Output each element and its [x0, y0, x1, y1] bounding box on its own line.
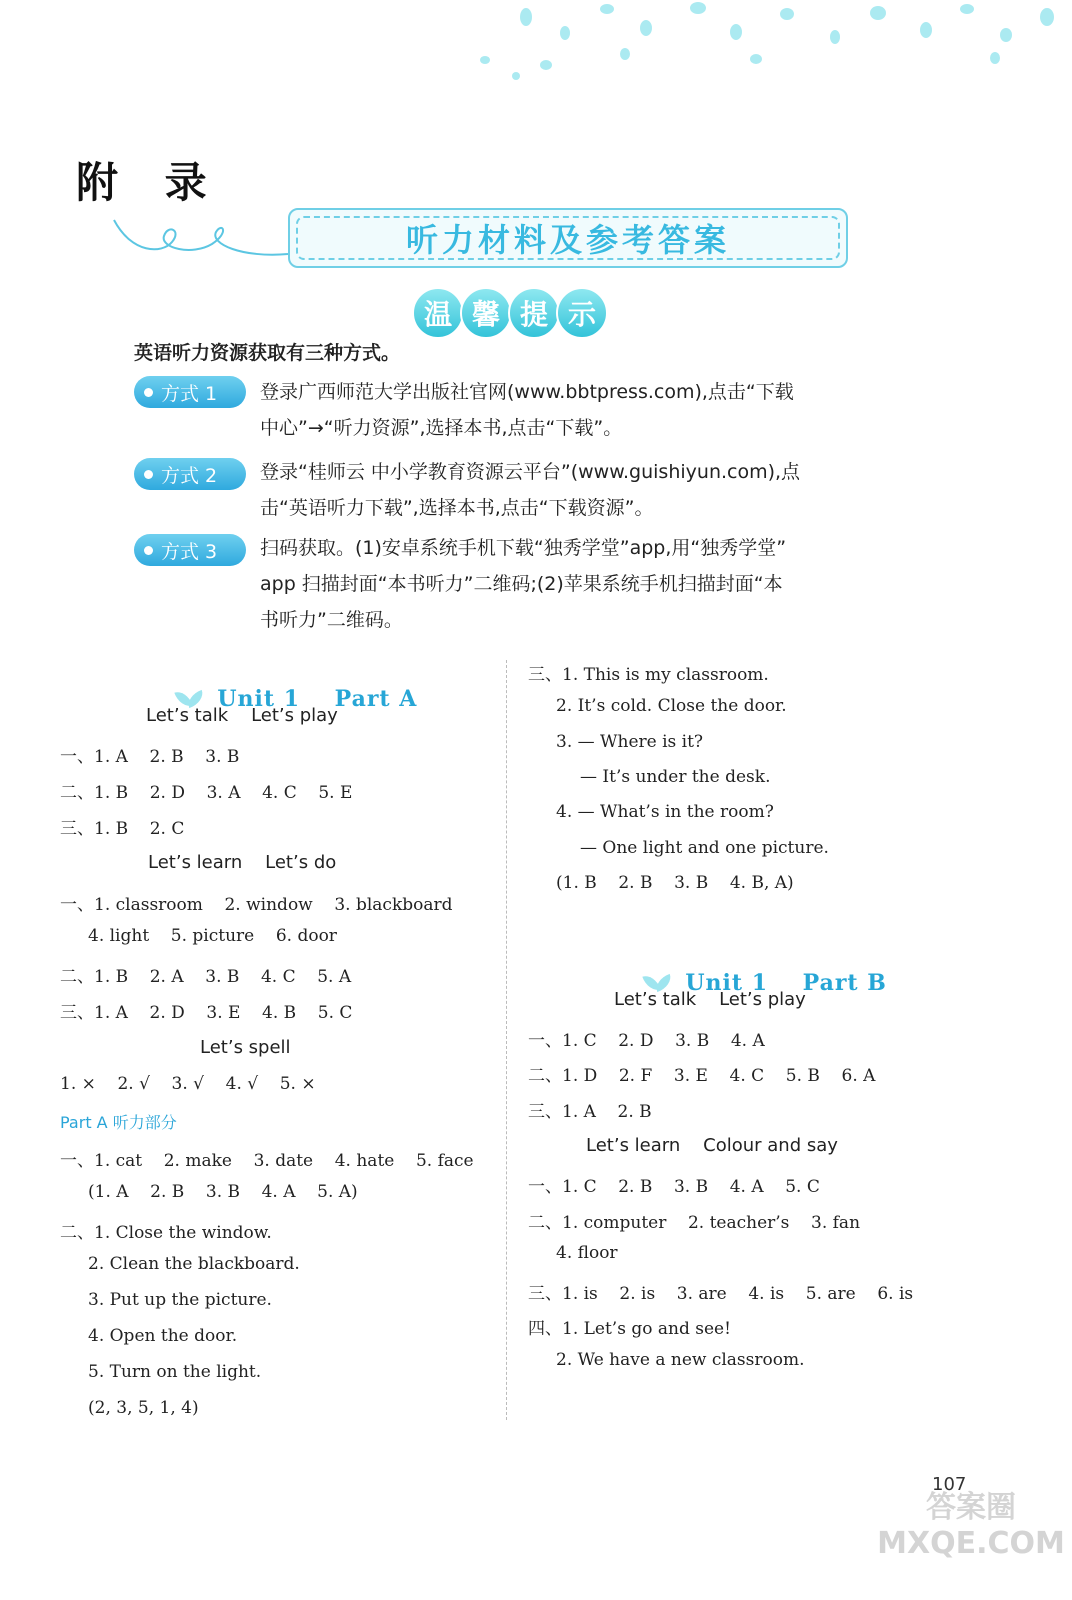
page-number: 107 [932, 1474, 967, 1495]
method-line: 书听力”二维码。 [260, 609, 403, 631]
answer-line: 一、1. cat 2. make 3. date 4. hate 5. face [60, 1151, 474, 1171]
tip-char: 馨 [460, 287, 512, 339]
page-title: 附 录 [76, 158, 223, 207]
answer-line: 1. × 2. √ 3. √ 4. √ 5. × [60, 1074, 316, 1094]
answer-line: 2. It’s cold. Close the door. [556, 696, 787, 716]
method-line: app 扫描封面“本书听力”二维码;(2)苹果系统手机扫描封面“本 [260, 573, 783, 595]
subheading: Let’s spell [200, 1037, 291, 1058]
answer-line: 三、1. This is my classroom. [528, 665, 769, 685]
answer-line: 3. Put up the picture. [88, 1290, 272, 1310]
subheading: Let’s talk Let’s play [614, 989, 806, 1010]
answer-line: (1. B 2. B 3. B 4. B, A) [556, 873, 794, 893]
answer-line: 二、1. computer 2. teacher’s 3. fan [528, 1213, 861, 1233]
method-1-text [260, 374, 880, 446]
subheading: Let’s learn Colour and say [586, 1135, 838, 1156]
answer-line: 三、1. A 2. B [528, 1102, 652, 1122]
method-line: 击“英语听力下载”,选择本书,点击“下载资源”。 [260, 497, 654, 519]
tip-heading [412, 287, 604, 339]
answer-line: (1. A 2. B 3. B 4. A 5. A) [88, 1182, 358, 1202]
method-badge-1 [134, 376, 246, 408]
banner-title: 听力材料及参考答案 [296, 216, 840, 260]
method-line: 登录广西师范大学出版社官网(www.bbtpress.com),点击“下载 [260, 381, 794, 403]
watermark: 答案圈 MXQE.COM [877, 1490, 1065, 1561]
method-badge-label: 方式 3 [161, 540, 218, 563]
answer-line: 二、1. Close the window. [60, 1223, 272, 1243]
answer-line: 四、1. Let’s go and see! [528, 1319, 731, 1339]
tip-char: 提 [508, 287, 560, 339]
answer-line: 4. — What’s in the room? [556, 802, 774, 822]
answer-line: 一、1. C 2. B 3. B 4. A 5. C [528, 1177, 820, 1197]
answer-line: 三、1. B 2. C [60, 819, 185, 839]
method-3-text [260, 530, 880, 638]
answer-line: 二、1. B 2. D 3. A 4. C 5. E [60, 783, 353, 803]
answer-line: (2, 3, 5, 1, 4) [88, 1398, 199, 1418]
swirl-ornament-icon [112, 214, 292, 262]
answer-line: 4. light 5. picture 6. door [88, 926, 337, 946]
answer-line: 4. floor [556, 1243, 618, 1263]
method-line: 登录“桂师云 中小学教育资源云平台”(www.guishiyun.com),点 [260, 461, 801, 483]
column-divider [506, 660, 507, 1420]
part-label: Part A 听力部分 [60, 1113, 177, 1132]
unit-title-text: Unit 1 Part B [685, 970, 887, 996]
answer-line: — One light and one picture. [580, 838, 829, 858]
method-line: 扫码获取。(1)安卓系统手机下载“独秀学堂”app,用“独秀学堂” [260, 537, 787, 559]
answer-line: 三、1. A 2. D 3. E 4. B 5. C [60, 1003, 353, 1023]
answer-line: 一、1. C 2. D 3. B 4. A [528, 1031, 765, 1051]
answer-line: 二、1. D 2. F 3. E 4. C 5. B 6. A [528, 1066, 876, 1086]
answer-line: 一、1. A 2. B 3. B [60, 747, 240, 767]
method-badge-label: 方式 2 [161, 464, 218, 487]
tip-char: 示 [556, 287, 608, 339]
answer-line: 三、1. is 2. is 3. are 4. is 5. are 6. is [528, 1284, 914, 1304]
answer-line: 一、1. classroom 2. window 3. blackboard [60, 895, 453, 915]
section-banner [288, 208, 848, 268]
subheading: Let’s talk Let’s play [146, 705, 338, 726]
answer-line: 3. — Where is it? [556, 732, 704, 752]
tip-char: 温 [412, 287, 464, 339]
subheading: Let’s learn Let’s do [148, 852, 337, 873]
method-2-text [260, 454, 880, 526]
method-badge-label: 方式 1 [161, 382, 218, 405]
answer-line: — It’s under the desk. [580, 767, 771, 787]
unit-title-text: Unit 1 Part A [217, 686, 418, 712]
answer-line: 4. Open the door. [88, 1326, 238, 1346]
answer-line: 5. Turn on the light. [88, 1362, 262, 1382]
method-line: 中心”→“听力资源”,选择本书,点击“下载”。 [260, 417, 623, 439]
answer-line: 2. Clean the blackboard. [88, 1254, 300, 1274]
method-badge-3 [134, 534, 246, 566]
answer-line: 2. We have a new classroom. [556, 1350, 805, 1370]
method-badge-2 [134, 458, 246, 490]
intro-text: 英语听力资源获取有三种方式。 [134, 342, 401, 364]
answer-line: 二、1. B 2. A 3. B 4. C 5. A [60, 967, 352, 987]
